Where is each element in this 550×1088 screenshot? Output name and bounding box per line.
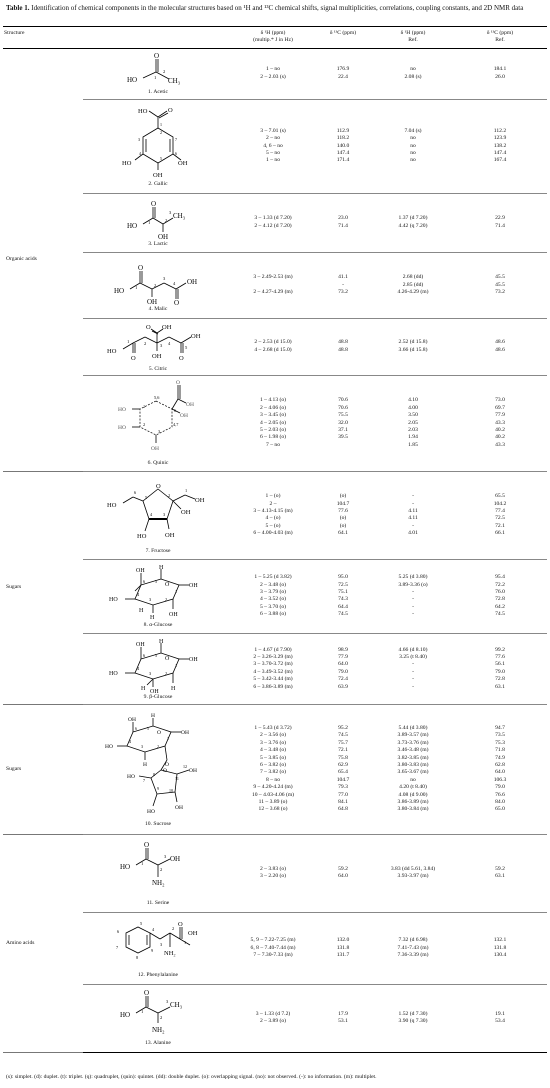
svg-text:HO: HO [127,774,135,781]
svg-text:HO: HO [105,744,113,751]
table-row [3,633,547,704]
svg-text:O: O [174,299,180,306]
svg-text:OH: OH [181,730,189,737]
svg-text:6: 6 [143,579,146,585]
svg-text:2: 2 [165,670,168,676]
svg-text:3: 3 [164,854,167,860]
svg-text:4: 4 [150,512,153,518]
c-ref-cell: 65.5 104.2 77.4 72.5 72.1 66.1 [453,471,547,559]
svg-text:OH: OH [189,583,198,590]
category-amino-acids: Amino acids [3,834,83,1052]
h-shift-cell: 3 – 2.49-2.53 (m) 2 – 4.27-4.29 (m) [233,252,313,318]
h-ref-cell: 7.32 (d 6.98) 7.41-7.43 (m) 7.36-3.39 (m) [373,912,453,984]
svg-text:1: 1 [141,861,144,867]
svg-text:O: O [144,989,150,998]
gallic-structure-icon [118,104,198,180]
svg-text:6: 6 [117,929,120,935]
svg-text:4: 4 [173,281,176,287]
alpha-glucose-structure-icon [103,563,213,621]
structure-cell [83,193,233,252]
svg-text:2: 2 [160,867,163,873]
h-shift-cell: 3 – 1.33 (d 7.20) 2 – 4.12 (d 7.20) [233,193,313,252]
compound-name: 8. α-Glucose [143,622,173,629]
h-shift-cell: 1 – 5.43 (d 3.72) 2 – 3.56 (o) 3 – 3.76 (o) 4 – 3.48 (o) 5 – 3.85 (o) 6 – 3.82 (o) 7 – 3.82 (o) 8 – no 9 – 4.20-4.24 (m) 10 – 4.03-4.06 (m) 11 – 3.89 (o) 12 – 3.68 (o) [233,704,313,834]
svg-text:1: 1 [143,404,146,410]
h-ref-cell: 5.44 (d 3.80) 3.89-3.57 (m) 3.73-3.76 (m) 3.46-3.48 (m) 3.82-3.85 (m) 3.80-3.83 (m) 3.65-3.67 (m) no 4.20 (t 8.40) 4.08 (d 9.00) 3.86-3.89 (m) 3.80-3.84 (m) [373,704,453,834]
structure-cell [83,99,233,193]
svg-text:OH: OH [181,509,191,517]
structure-cell [83,375,233,471]
svg-text:HO: HO [137,533,147,541]
svg-text:O: O [146,323,151,331]
svg-text:1: 1 [167,736,169,742]
svg-text:OH: OH [195,497,205,505]
nmr-table [3,26,547,1053]
compound-name: 1. Acetic [148,88,168,95]
c-shift-cell: 23.0 71.4 [313,193,373,252]
c-shift-cell: 70.6 70.6 75.5 32.0 37.1 39.5 [313,375,373,471]
table-row [3,48,547,99]
c-shift-cell: (o) 104.7 77.6 (o) (o) 64.1 [313,471,373,559]
svg-text:4,7: 4,7 [173,422,179,428]
table-row [3,559,547,633]
compound-name: 4. Malic [148,306,168,313]
svg-text:OH: OH [178,160,188,168]
svg-text:H: H [151,713,155,720]
h-shift-cell: 3 – 7.01 (s) 2 – no 4, 6 – no 5 – no 1 – no [233,99,313,193]
svg-text:3: 3 [149,670,152,676]
structure-cell [83,471,233,559]
svg-text:HO: HO [118,425,126,432]
header-structure: Structure [3,27,83,49]
structure-cell [83,704,233,834]
h-shift-cell: 1 – 4.13 (o) 2 – 4.06 (o) 3 – 3.45 (o) 4 – 2.05 (o) 5 – 2.03 (o) 6 – 1.98 (o) 7 – no [233,375,313,471]
compound-name: 5. Citric [148,365,168,372]
citric-structure-icon [103,321,213,365]
c-ref-cell: 94.7 73.5 75.3 71.8 74.9 62.8 64.0 106.3 79.0 76.6 84.0 65.0 [453,704,547,834]
c-ref-cell: 22.9 71.4 [453,193,547,252]
svg-text:HO: HO [107,347,117,355]
svg-text:1: 1 [127,338,130,344]
table-header-row [3,27,547,49]
svg-text:HO: HO [109,597,118,604]
beta-glucose-structure-icon [103,637,213,693]
table-footnote: (s): simplet. (d): duplet. (t): triplet. (q): quadruplet, (quin): quintet. (dd): double duplet. (o): overlapping signal. (no): not observed. (-): no information. (m): multiplet. [6,1074,377,1080]
svg-text:4: 4 [139,151,141,157]
table-caption [6,4,544,13]
svg-text:O: O [163,768,167,775]
svg-text:9: 9 [151,948,154,954]
svg-text:3: 3 [138,137,140,143]
svg-text:H: H [159,565,164,572]
svg-text:4: 4 [168,340,171,346]
c-ref-cell: 95.4 72.2 76.0 72.8 64.2 74.5 [453,559,547,633]
svg-text:OH: OH [158,232,169,240]
compound-name: 2. Gallic [148,181,168,188]
compound-name: 11. Serine [146,900,170,907]
svg-text:3: 3 [160,342,163,348]
header-c-ppm: δ ¹³C (ppm) [313,27,373,49]
sucrose-structure-icon [103,710,213,820]
svg-text:H: H [171,685,176,692]
h-shift-cell: 1 – (o) 2 – 3 – 4.13-4.15 (m) 4 – (o) 5 – (o) 6 – 4.00-4.03 (m) [233,471,313,559]
svg-text:3: 3 [149,597,152,603]
svg-text:1: 1 [154,74,157,80]
svg-text:OH: OH [151,446,159,453]
phenylalanine-structure-icon [108,917,208,971]
svg-text:1: 1 [135,285,138,291]
svg-text:11: 11 [175,776,179,782]
svg-text:O: O [176,380,180,387]
svg-text:5: 5 [147,726,149,732]
compound-name: 12. Phenylalanine [137,972,179,979]
svg-text:5: 5 [160,156,162,162]
svg-text:O: O [179,354,184,362]
svg-text:5: 5 [140,921,143,927]
h-shift-cell: 1 – 5.25 (d 3.82) 2 – 3.48 (o) 3 – 3.79 (o) 4 – 3.52 (o) 5 – 3.70 (o) 6 – 3.88 (o) [233,559,313,633]
svg-text:5: 5 [185,344,188,350]
svg-text:HO: HO [120,863,131,872]
malic-structure-icon [110,257,206,305]
svg-text:O: O [138,264,144,273]
caption-text: Identification of chemical components in the molecular structures based on ¹H and ¹³C chemical shifts, signal multiplicities, correlations, coupling constants, and 2D NMR data [31,4,524,12]
c-ref-cell: 73.0 69.7 77.9 43.3 40.2 40.2 43.3 [453,375,547,471]
svg-text:5: 5 [155,652,158,658]
table-row [3,193,547,252]
svg-text:1: 1 [175,589,178,595]
h-ref-cell: no 2.08 (s) [373,48,453,99]
alanine-structure-icon [116,989,200,1039]
svg-text:OH: OH [152,352,162,360]
svg-text:H: H [143,762,147,769]
svg-text:OH: OH [153,172,163,180]
svg-text:OH: OH [150,688,159,693]
c-shift-cell: 17.9 53.1 [313,984,373,1052]
svg-text:HO: HO [127,221,138,230]
c-shift-cell: 59.2 64.0 [313,834,373,912]
svg-text:CH₃: CH₃ [173,211,186,220]
table-row [3,252,547,318]
svg-text:7: 7 [116,945,119,951]
svg-text:H: H [141,685,146,692]
fructose-structure-icon [103,475,213,547]
svg-text:4: 4 [152,927,155,933]
svg-text:2: 2 [144,340,147,346]
acetic-structure-icon [123,52,193,88]
svg-text:HO: HO [127,75,138,84]
category-sugars-2: Sugars [3,704,83,834]
c-ref-cell: 48.6 48.6 [453,318,547,375]
svg-text:NH₂: NH₂ [164,950,176,958]
svg-text:OH: OH [186,402,194,409]
c-ref-cell: 99.2 77.6 56.1 79.0 72.8 63.1 [453,633,547,704]
svg-text:NH₂: NH₂ [152,1026,165,1035]
svg-text:7: 7 [175,137,177,143]
svg-text:8: 8 [136,955,139,961]
svg-text:CH₃: CH₃ [168,76,181,85]
h-ref-cell: 2.52 (d 15.8) 3.66 (d 15.8) [373,318,453,375]
svg-text:2: 2 [165,597,168,603]
svg-text:H: H [139,608,144,615]
table-row [3,984,547,1052]
svg-text:2: 2 [157,744,159,750]
svg-text:5: 5 [155,579,158,585]
svg-text:6: 6 [174,408,177,414]
svg-text:1: 1 [148,219,151,225]
svg-text:OH: OH [147,298,158,306]
svg-text:3: 3 [158,429,161,435]
svg-text:3: 3 [163,512,166,518]
svg-text:OH: OH [136,641,145,648]
svg-text:H: H [150,615,155,622]
svg-text:10: 10 [169,788,173,794]
h-ref-cell: 2.68 (dd) 2.85 (dd) 4.26-4.29 (m) [373,252,453,318]
c-ref-cell: 59.2 63.1 [453,834,547,912]
compound-name: 7. Fructose [145,548,171,555]
c-ref-cell: 45.5 45.5 73.2 [453,252,547,318]
svg-text:2: 2 [160,1015,163,1021]
svg-text:9: 9 [157,786,159,792]
c-shift-cell: 112.9 118.2 140.0 147.4 171.4 [313,99,373,193]
table-row [3,318,547,375]
structure-cell [83,912,233,984]
svg-text:O: O [157,730,161,737]
header-h-ref: δ ¹H (ppm) Ref. [373,27,453,49]
svg-text:3: 3 [166,999,169,1005]
table-row [3,704,547,834]
table-row [3,99,547,193]
svg-text:12: 12 [183,764,187,770]
svg-text:OH: OH [187,278,198,287]
table-row [3,834,547,912]
compound-name: 3. Lactic [148,240,168,247]
c-shift-cell: 95.2 74.5 75.7 72.1 75.8 62.9 65.4 104.7 79.3 77.0 84.1 64.8 [313,704,373,834]
compound-name: 6. Quinic [147,460,169,467]
svg-text:1: 1 [160,122,162,128]
svg-text:OH: OH [189,768,197,775]
svg-text:2: 2 [154,283,157,289]
svg-text:HO: HO [107,502,117,510]
c-shift-cell: 95.0 72.5 75.1 74.3 64.4 74.5 [313,559,373,633]
h-ref-cell: 4.66 (d 8.10) 3.25 (t 8.40) - - - - [373,633,453,704]
svg-text:1: 1 [184,940,187,946]
svg-text:1: 1 [175,662,178,668]
h-ref-cell: 1.52 (d 7.30) 3.90 (q 7.30) [373,984,453,1052]
svg-text:5: 5 [145,495,148,501]
structure-cell [83,834,233,912]
c-shift-cell: 176.9 22.4 [313,48,373,99]
svg-text:O: O [165,582,170,589]
h-ref-cell: - - 4.11 4.11 - 4.01 [373,471,453,559]
structure-cell [83,984,233,1052]
svg-text:2: 2 [163,68,166,74]
svg-text:4: 4 [137,665,140,671]
svg-text:2: 2 [165,217,168,223]
c-ref-cell: 112.2 123.9 138.2 147.4 167.4 [453,99,547,193]
svg-text:2: 2 [160,130,162,136]
svg-text:7: 7 [143,778,145,784]
compound-name: 10. Sucrose [144,821,172,828]
svg-text:4: 4 [137,592,140,598]
structure-cell [83,48,233,99]
category-sugars: Sugars [3,471,83,704]
svg-text:8: 8 [153,772,155,778]
h-shift-cell: 2 – 3.83 (o) 3 – 2.20 (o) [233,834,313,912]
svg-text:O: O [154,51,160,60]
svg-text:6: 6 [175,151,177,157]
serine-structure-icon [116,839,200,899]
structure-cell [83,633,233,704]
c-shift-cell: 98.9 77.9 64.0 79.0 72.4 63.9 [313,633,373,704]
compound-name: 13. Alanine [145,1040,171,1047]
svg-text:OH: OH [169,612,178,619]
svg-text:2: 2 [143,422,146,428]
svg-text:OH: OH [175,805,183,812]
svg-text:NH₂: NH₂ [152,879,165,888]
svg-text:O: O [165,762,169,769]
svg-text:6: 6 [135,726,137,732]
svg-text:2: 2 [172,926,175,932]
structure-cell [83,252,233,318]
structure-cell [83,559,233,633]
svg-text:3: 3 [160,942,163,948]
caption-label: Table 1. [6,4,30,12]
svg-text:O: O [151,199,157,208]
svg-text:3: 3 [169,209,172,215]
c-shift-cell: 41.1 - 73.2 [313,252,373,318]
svg-text:3: 3 [141,744,143,750]
h-shift-cell: 3 – 1.33 (d 7.2) 2 – 3.89 (o) [233,984,313,1052]
c-ref-cell: 184.1 26.0 [453,48,547,99]
svg-text:OH: OH [189,656,198,663]
svg-text:CH₃: CH₃ [170,1001,183,1010]
svg-text:OH: OH [128,717,136,724]
table-row [3,471,547,559]
svg-text:O: O [131,354,136,362]
svg-text:HO: HO [120,1011,131,1020]
svg-text:OH: OH [136,568,145,575]
svg-text:HO: HO [122,160,132,168]
svg-text:1: 1 [141,1009,144,1015]
c-shift-cell: 48.8 48.8 [313,318,373,375]
h-shift-cell: 5, 9 – 7.22-7.25 (m) 6, 8 – 7.40-7.44 (m) 7 – 7.30-7.33 (m) [233,912,313,984]
svg-text:HO: HO [138,108,148,116]
h-ref-cell: 4.10 4.00 3.50 2.05 2.03 1.94 1.85 [373,375,453,471]
svg-text:OH: OH [170,855,181,864]
svg-text:6: 6 [134,490,137,496]
svg-text:4: 4 [129,739,131,745]
category-organic-acids: Organic acids [3,48,83,471]
svg-text:OH: OH [191,332,201,340]
h-ref-cell: 3.83 (dd 5.61, 3.84) 3.93-3.97 (m) [373,834,453,912]
svg-text:O: O [144,841,150,850]
svg-text:5,6: 5,6 [154,395,160,401]
svg-text:1: 1 [185,488,188,494]
h-shift-cell: 1 – 4.67 (d 7.90) 2 – 3.26-3.29 (m) 3 – 3.70-3.72 (m) 4 – 3.49-3.52 (m) 5 – 3.42-3.44 (m) 6 – 3.86-3.89 (m) [233,633,313,704]
svg-text:HO: HO [109,670,118,677]
svg-text:O: O [168,107,173,115]
header-c-ref: δ ¹³C (ppm) Ref. [453,27,547,49]
lactic-structure-icon [123,198,193,240]
h-ref-cell: 7.04 (s) no no no no [373,99,453,193]
h-ref-cell: 5.25 (d 3.80) 3.89-3.36 (o) - - - - [373,559,453,633]
svg-text:OH: OH [188,930,198,938]
svg-text:O: O [156,483,161,491]
c-ref-cell: 132.1 131.8 130.4 [453,912,547,984]
svg-text:3: 3 [163,276,166,282]
svg-text:H: H [159,638,164,645]
svg-text:OH: OH [165,532,175,540]
svg-text:OH: OH [162,323,172,331]
c-ref-cell: 19.1 53.4 [453,984,547,1052]
svg-text:6: 6 [143,652,146,658]
compound-name: 9. β-Glucose [143,693,173,700]
structure-cell [83,318,233,375]
svg-text:O: O [178,921,183,929]
h-shift-cell: 2 – 2.53 (d 15.0) 4 – 2.68 (d 15.0) [233,318,313,375]
svg-text:2: 2 [168,493,171,499]
table-row [3,912,547,984]
svg-text:HO: HO [147,809,155,816]
h-ref-cell: 1.37 (d 7.20) 4.42 (q 7.20) [373,193,453,252]
c-shift-cell: 132.0 131.8 131.7 [313,912,373,984]
header-h-ppm: δ ¹H (ppm) (multip.* J in Hz) [233,27,313,49]
table-row [3,375,547,471]
svg-text:OH: OH [180,413,188,420]
svg-text:HO: HO [114,287,125,296]
svg-text:O: O [165,655,170,662]
svg-text:HO: HO [118,407,126,414]
h-shift-cell: 1 – no 2 – 2.03 (s) [233,48,313,99]
quinic-structure-icon [110,379,206,459]
